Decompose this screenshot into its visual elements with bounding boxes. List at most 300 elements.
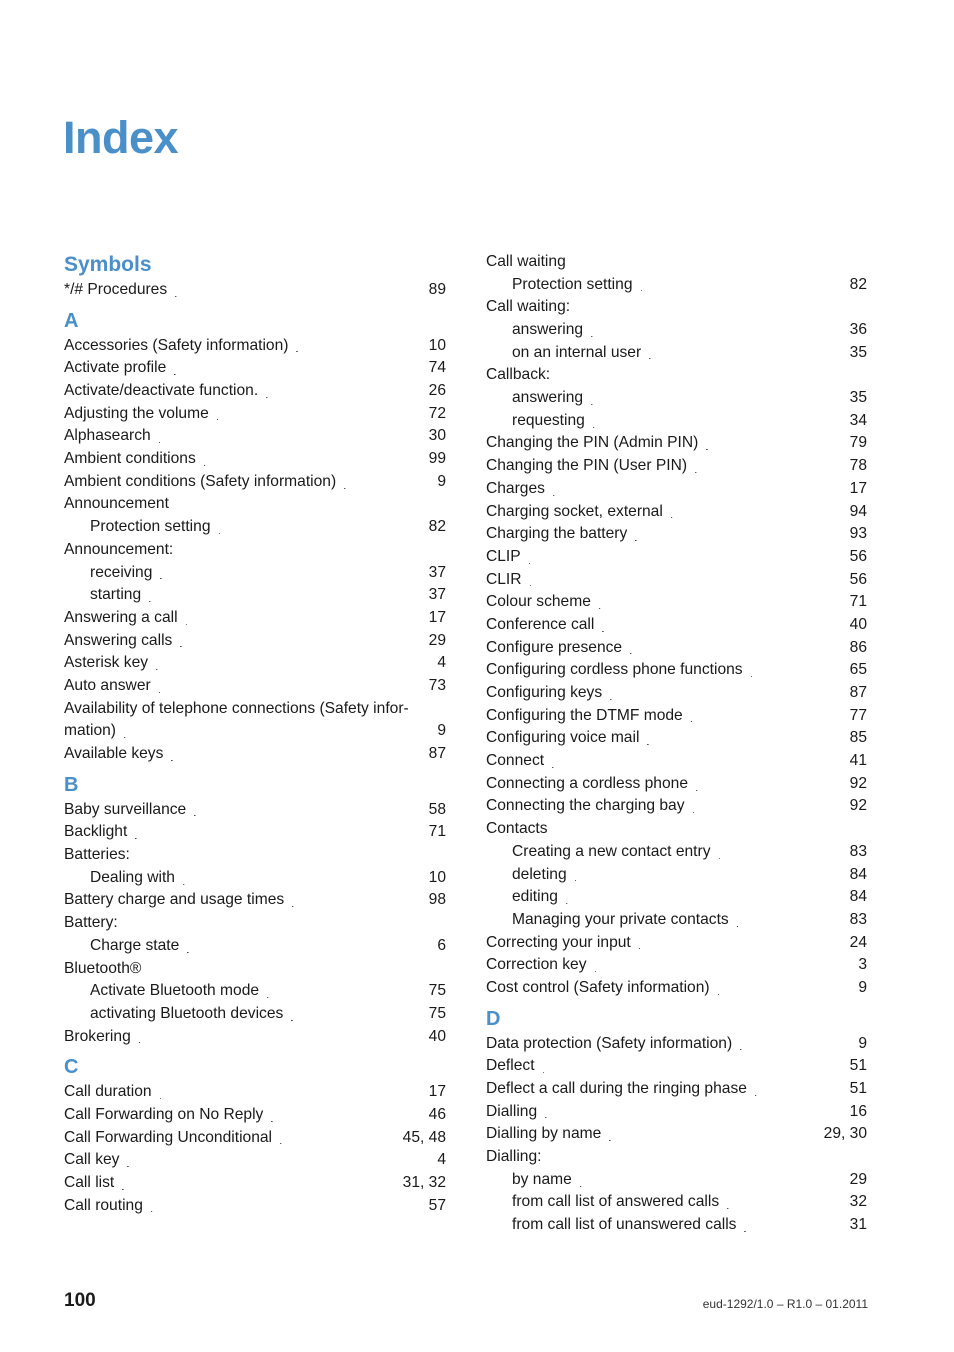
index-entry[interactable] (486, 1123, 867, 1146)
page-reference[interactable]: 71 (849, 593, 867, 611)
page-reference[interactable]: 51 (849, 1057, 867, 1075)
page-reference[interactable]: 29 (849, 1170, 867, 1188)
index-entry[interactable] (486, 750, 867, 773)
index-term: Battery charge and usage times (64, 891, 285, 909)
index-entry[interactable] (486, 546, 867, 569)
page-reference[interactable]: 99 (428, 450, 446, 468)
index-term: Available keys (64, 745, 164, 763)
index-term: Configure presence (486, 638, 623, 656)
index-entry[interactable] (486, 501, 867, 524)
index-term: Adjusting the volume (64, 404, 209, 422)
dot-leader (186, 607, 427, 630)
dot-leader (149, 584, 427, 607)
dot-leader (292, 890, 426, 913)
index-entry[interactable] (64, 675, 446, 698)
index-term: mation) (64, 722, 116, 740)
index-term: Call key (64, 1151, 120, 1169)
index-subentry[interactable] (486, 1214, 867, 1237)
dot-leader (291, 1003, 426, 1026)
dot-leader (127, 1149, 435, 1172)
dot-leader (630, 637, 848, 660)
index-term: Data protection (Safety information) (486, 1034, 733, 1052)
index-subentry[interactable] (486, 1169, 867, 1192)
index-term: Activate/deactivate function. (64, 382, 259, 400)
index-entry[interactable] (486, 682, 867, 705)
section-heading: D (486, 1007, 501, 1030)
page-reference[interactable]: 65 (849, 661, 867, 679)
index-entry[interactable] (64, 1081, 446, 1104)
index-entry[interactable] (486, 569, 867, 592)
index-entry[interactable] (486, 478, 867, 501)
index-term: Charges (486, 479, 545, 497)
index-term: Managing your private contacts (512, 910, 729, 928)
page-reference[interactable]: 17 (428, 1083, 446, 1101)
index-entry[interactable] (486, 954, 867, 977)
page-reference[interactable]: 40 (428, 1027, 446, 1045)
index-term: Activate Bluetooth mode (90, 982, 260, 1000)
page-reference[interactable]: 56 (849, 547, 867, 565)
index-term: receiving (90, 563, 153, 581)
page-reference[interactable]: 74 (428, 359, 446, 377)
dot-leader (156, 652, 435, 675)
page-reference[interactable]: 17 (849, 479, 867, 497)
index-group-label (64, 494, 446, 517)
dot-leader (266, 380, 426, 403)
index-term: Asterisk key (64, 654, 149, 672)
index-group-label (64, 698, 446, 721)
page-reference[interactable]: 58 (428, 800, 446, 818)
dot-leader (545, 1101, 848, 1124)
index-term: Connecting the charging bay (486, 797, 685, 815)
page-reference[interactable]: 92 (849, 797, 867, 815)
index-entry[interactable] (64, 1149, 446, 1172)
index-group-label (486, 251, 867, 274)
index-term: Call routing (64, 1196, 143, 1214)
index-group-label (64, 958, 446, 981)
page-reference[interactable]: 37 (428, 586, 446, 604)
dot-leader (744, 1214, 847, 1237)
index-term: Correcting your input (486, 933, 631, 951)
index-entry[interactable] (64, 799, 446, 822)
page-reference[interactable]: 46 (428, 1105, 446, 1123)
page-reference[interactable]: 78 (849, 457, 867, 475)
index-term: Cost control (Safety information) (486, 978, 710, 996)
index-subentry[interactable] (64, 584, 446, 607)
dot-leader (719, 841, 848, 864)
index-entry[interactable] (486, 1101, 867, 1124)
page-reference[interactable]: 92 (849, 774, 867, 792)
dot-leader (124, 720, 435, 743)
dot-leader (566, 886, 848, 909)
dot-leader (595, 954, 857, 977)
dot-leader (135, 821, 426, 844)
section-heading: B (64, 773, 79, 796)
index-term: Answering calls (64, 631, 173, 649)
index-term: answering (512, 321, 584, 339)
dot-leader (591, 387, 848, 410)
index-term: CLIR (486, 570, 522, 588)
index-entry[interactable] (486, 523, 867, 546)
section-heading: Symbols (64, 253, 152, 276)
index-entry[interactable] (64, 652, 446, 675)
page-reference[interactable]: 34 (849, 411, 867, 429)
index-term: Baby surveillance (64, 800, 187, 818)
index-term: from call list of answered calls (512, 1193, 720, 1211)
index-subentry[interactable] (486, 841, 867, 864)
index-term: Auto answer (64, 676, 151, 694)
index-term: Configuring the DTMF mode (486, 706, 683, 724)
index-subentry[interactable] (486, 1192, 867, 1215)
dot-leader (159, 425, 427, 448)
index-term: answering (512, 389, 584, 407)
index-subentry[interactable] (486, 387, 867, 410)
index-entry[interactable] (64, 1026, 446, 1049)
index-term: Protection setting (90, 518, 211, 536)
dot-leader (755, 1078, 848, 1101)
index-entry[interactable] (64, 890, 446, 913)
dot-leader (602, 614, 847, 637)
page-reference[interactable]: 4 (437, 654, 446, 672)
page-reference[interactable]: 85 (849, 729, 867, 747)
dot-leader (647, 727, 847, 750)
index-term: Call list (64, 1174, 115, 1192)
dot-leader (575, 864, 848, 887)
index-term: Answering a call (64, 608, 178, 626)
index-term: Callback: (486, 366, 551, 384)
page-reference[interactable]: 71 (428, 823, 446, 841)
index-subentry[interactable] (486, 864, 867, 887)
index-entry[interactable] (64, 1195, 446, 1218)
index-entry[interactable] (486, 455, 867, 478)
page-reference[interactable]: 37 (428, 563, 446, 581)
dot-leader (639, 932, 848, 955)
index-term: Protection setting (512, 275, 633, 293)
index-entry[interactable] (486, 796, 867, 819)
page-reference[interactable]: 6 (437, 936, 446, 954)
dot-leader (543, 1055, 848, 1078)
index-term: activating Bluetooth devices (90, 1004, 284, 1022)
dot-leader (740, 1033, 856, 1056)
index-term: Call waiting: (486, 298, 571, 316)
index-subentry[interactable] (486, 909, 867, 932)
page-reference[interactable]: 30 (428, 427, 446, 445)
dot-leader (180, 630, 426, 653)
dot-leader (727, 1192, 848, 1215)
dot-leader (599, 591, 848, 614)
page-reference[interactable]: 17 (428, 608, 446, 626)
index-group-label (486, 296, 867, 319)
index-term: Connecting a cordless phone (486, 774, 688, 792)
page-reference[interactable]: 87 (428, 745, 446, 763)
dot-leader (529, 546, 848, 569)
page-reference[interactable]: 82 (428, 518, 446, 536)
dot-leader (271, 1104, 426, 1127)
index-entry[interactable] (486, 659, 867, 682)
section-heading: A (64, 309, 79, 332)
index-term: Colour scheme (486, 593, 591, 611)
index-entry[interactable] (64, 357, 446, 380)
page-reference[interactable]: 41 (849, 752, 867, 770)
page-reference[interactable]: 32 (849, 1193, 867, 1211)
index-entry[interactable] (486, 932, 867, 955)
page-reference[interactable]: 35 (849, 389, 867, 407)
index-term: Alphasearch (64, 427, 151, 445)
index-term: CLIP (486, 547, 521, 565)
index-term: Correction key (486, 956, 587, 974)
dot-leader (593, 410, 848, 433)
index-subentry[interactable] (64, 516, 446, 539)
page-reference[interactable]: 51 (849, 1080, 867, 1098)
page-reference[interactable]: 73 (428, 676, 446, 694)
page-reference[interactable]: 98 (428, 891, 446, 909)
page-reference[interactable]: 16 (849, 1102, 867, 1120)
page-reference[interactable]: 82 (849, 275, 867, 293)
index-term: Announcement: (64, 540, 174, 558)
index-term: Announcement (64, 495, 169, 513)
section-heading: C (64, 1056, 79, 1079)
page-reference[interactable]: 29, 30 (823, 1125, 867, 1143)
page-reference[interactable]: 4 (437, 1151, 446, 1169)
dot-leader (187, 935, 435, 958)
page-reference[interactable]: 57 (428, 1196, 446, 1214)
index-term: Ambient conditions (Safety information) (64, 472, 337, 490)
index-subentry[interactable] (64, 867, 446, 890)
page-reference[interactable]: 9 (858, 978, 867, 996)
index-term: Dialling: (486, 1148, 542, 1166)
page-reference[interactable]: 24 (849, 933, 867, 951)
dot-leader (649, 342, 847, 365)
page-reference[interactable]: 75 (428, 1004, 446, 1022)
index-term: Charge state (90, 936, 180, 954)
page-reference[interactable]: 45, 48 (402, 1128, 446, 1146)
index-subentry[interactable] (486, 319, 867, 342)
index-entry[interactable] (64, 403, 446, 426)
index-term: Batteries: (64, 846, 130, 864)
index-group-label (486, 1146, 867, 1169)
dot-leader (691, 705, 848, 728)
index-term: Call duration (64, 1083, 152, 1101)
index-term: Configuring keys (486, 684, 603, 702)
page-reference[interactable]: 86 (849, 638, 867, 656)
index-group-label (64, 844, 446, 867)
index-term: on an internal user (512, 343, 642, 361)
index-term: Call Forwarding on No Reply (64, 1105, 264, 1123)
dot-leader (751, 659, 848, 682)
index-subentry[interactable] (64, 1003, 446, 1026)
page-reference[interactable]: 83 (849, 910, 867, 928)
index-subentry[interactable] (486, 342, 867, 365)
index-term: Availability of telephone connections (Safety infor- (64, 699, 409, 717)
index-entry[interactable] (486, 614, 867, 637)
index-term: Battery: (64, 914, 118, 932)
dot-leader (174, 357, 426, 380)
index-subentry[interactable] (486, 274, 867, 297)
index-term: Backlight (64, 823, 128, 841)
index-term: deleting (512, 865, 567, 883)
dot-leader (693, 796, 848, 819)
index-term: Deflect a call during the ringing phase (486, 1080, 747, 1098)
page-reference[interactable]: 72 (428, 404, 446, 422)
index-term: Dialling by name (486, 1125, 602, 1143)
dot-leader (552, 750, 848, 773)
index-entry[interactable] (64, 743, 446, 766)
index-term: Accessories (Safety information) (64, 336, 289, 354)
page-reference[interactable]: 35 (849, 343, 867, 361)
page-title: Index (63, 112, 179, 163)
index-term: Creating a new contact entry (512, 842, 711, 860)
dot-leader (159, 675, 427, 698)
index-term: by name (512, 1170, 572, 1188)
index-term: Conference call (486, 615, 595, 633)
dot-leader (175, 279, 426, 302)
dot-leader (706, 433, 847, 456)
index-term: Contacts (486, 820, 548, 838)
index-entry[interactable] (64, 1104, 446, 1127)
index-term: Call waiting (486, 252, 566, 270)
index-entry[interactable] (64, 471, 446, 494)
index-entry[interactable] (486, 591, 867, 614)
index-entry[interactable] (64, 607, 446, 630)
index-term: Changing the PIN (User PIN) (486, 457, 688, 475)
page-reference[interactable]: 10 (428, 336, 446, 354)
dot-leader (635, 523, 847, 546)
index-column-left (64, 251, 446, 1217)
dot-leader (695, 455, 848, 478)
page-reference[interactable]: 94 (849, 502, 867, 520)
index-entry[interactable] (64, 821, 446, 844)
dot-leader (580, 1169, 848, 1192)
index-column-right (486, 251, 867, 1237)
page-reference[interactable]: 84 (849, 865, 867, 883)
dot-leader (171, 743, 426, 766)
index-subentry[interactable] (486, 886, 867, 909)
index-entry[interactable] (64, 1172, 446, 1195)
index-term: editing (512, 888, 558, 906)
page-reference[interactable]: 77 (849, 706, 867, 724)
dot-leader (139, 1026, 427, 1049)
page-number: 100 (64, 1290, 96, 1311)
index-entry[interactable] (64, 720, 446, 743)
page-reference[interactable]: 79 (849, 434, 867, 452)
index-group-label (486, 364, 867, 387)
page-reference[interactable]: 9 (437, 472, 446, 490)
page-reference[interactable]: 93 (849, 525, 867, 543)
dot-leader (183, 867, 427, 890)
page-reference[interactable]: 31 (849, 1216, 867, 1234)
page-reference[interactable]: 87 (849, 684, 867, 702)
index-term: Deflect (486, 1057, 535, 1075)
dot-leader (194, 799, 426, 822)
index-term: Brokering (64, 1027, 131, 1045)
document-code: eud-1292/1.0 – R1.0 – 01.2011 (702, 1297, 868, 1311)
index-entry[interactable] (486, 433, 867, 456)
index-term: Configuring cordless phone functions (486, 661, 743, 679)
index-subentry[interactable] (64, 935, 446, 958)
index-group-label (64, 539, 446, 562)
index-term: Charging socket, external (486, 502, 663, 520)
dot-leader (737, 909, 848, 932)
page-reference[interactable]: 9 (437, 722, 446, 740)
index-subentry[interactable] (486, 410, 867, 433)
index-term: starting (90, 586, 142, 604)
dot-leader (696, 773, 848, 796)
index-subentry[interactable] (64, 980, 446, 1003)
index-entry[interactable] (64, 425, 446, 448)
page-reference[interactable]: 3 (858, 956, 867, 974)
index-entry[interactable] (64, 380, 446, 403)
index-term: Configuring voice mail (486, 729, 640, 747)
index-entry[interactable] (64, 335, 446, 358)
dot-leader (280, 1127, 401, 1150)
dot-leader (204, 448, 427, 471)
dot-leader (718, 977, 857, 1000)
index-entry[interactable] (486, 705, 867, 728)
dot-leader (219, 516, 427, 539)
index-entry[interactable] (486, 637, 867, 660)
page-reference[interactable]: 26 (428, 382, 446, 400)
index-term: Call Forwarding Unconditional (64, 1128, 273, 1146)
dot-leader (609, 1123, 821, 1146)
page-reference[interactable]: 40 (849, 615, 867, 633)
dot-leader (217, 403, 427, 426)
page-reference[interactable]: 36 (849, 321, 867, 339)
page-reference[interactable]: 75 (428, 982, 446, 1000)
index-term: Activate profile (64, 359, 167, 377)
dot-leader (160, 562, 426, 585)
dot-leader (160, 1081, 427, 1104)
page-reference[interactable]: 9 (858, 1034, 867, 1052)
dot-leader (296, 335, 426, 358)
dot-leader (267, 980, 427, 1003)
page-reference[interactable]: 83 (849, 842, 867, 860)
index-term: */# Procedures (64, 280, 168, 298)
dot-leader (344, 471, 435, 494)
index-entry[interactable] (64, 279, 446, 302)
index-entry[interactable] (64, 448, 446, 471)
index-term: Dialling (486, 1102, 538, 1120)
page-reference[interactable]: 89 (428, 280, 446, 298)
dot-leader (641, 274, 848, 297)
index-subentry[interactable] (64, 562, 446, 585)
index-entry[interactable] (486, 1055, 867, 1078)
index-term: Changing the PIN (Admin PIN) (486, 434, 699, 452)
dot-leader (610, 682, 847, 705)
dot-leader (591, 319, 848, 342)
page-reference[interactable]: 31, 32 (402, 1174, 446, 1192)
page-reference[interactable]: 56 (849, 570, 867, 588)
dot-leader (553, 478, 848, 501)
index-term: requesting (512, 411, 585, 429)
dot-leader (671, 501, 848, 524)
index-term: Connect (486, 752, 545, 770)
dot-leader (122, 1172, 400, 1195)
index-entry[interactable] (64, 630, 446, 653)
index-term: from call list of unanswered calls (512, 1216, 737, 1234)
index-term: Ambient conditions (64, 450, 196, 468)
page-reference[interactable]: 29 (428, 631, 446, 649)
index-entry[interactable] (64, 1127, 446, 1150)
page-reference[interactable]: 84 (849, 888, 867, 906)
index-entry[interactable] (486, 1078, 867, 1101)
index-entry[interactable] (486, 727, 867, 750)
page-reference[interactable]: 10 (428, 868, 446, 886)
index-entry[interactable] (486, 773, 867, 796)
index-entry[interactable] (486, 1033, 867, 1056)
index-term: Dealing with (90, 868, 175, 886)
index-group-label (486, 818, 867, 841)
index-entry[interactable] (486, 977, 867, 1000)
index-term: Charging the battery (486, 525, 628, 543)
